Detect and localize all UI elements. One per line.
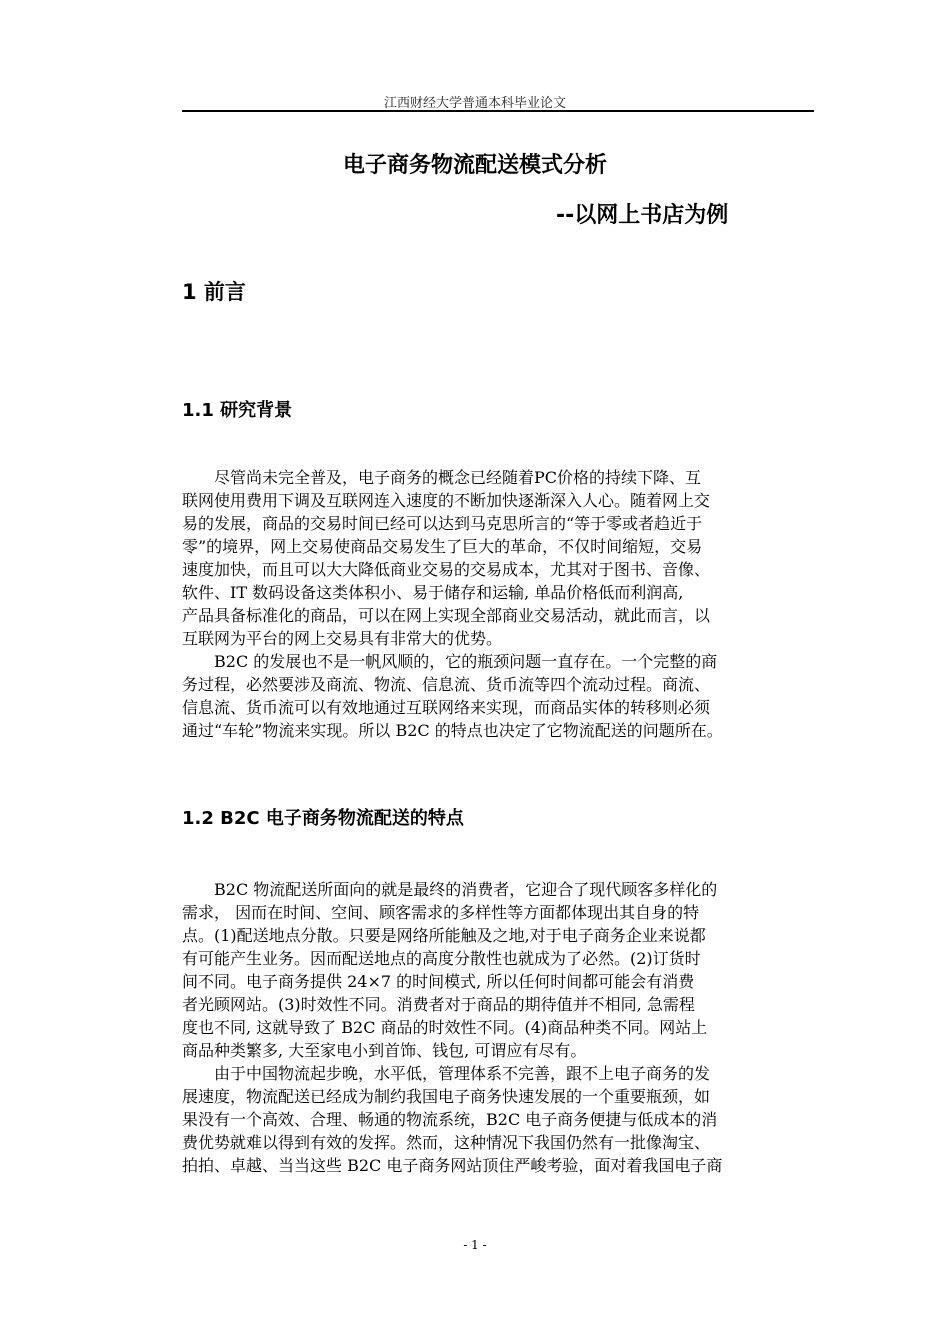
text-line: 互联网为平台的网上交易具有非常大的优势。 bbox=[182, 629, 503, 648]
text-line: 通过“车轮”物流来实现。所以 B2C 的特点也决定了它物流配送的问题所在。 bbox=[182, 721, 723, 740]
text-line: 软件、IT 数码设备这类体积小、易于储存和运输, 单品价格低而利润高, bbox=[182, 583, 684, 602]
text-line: 展速度，物流配送已经成为制约我国电子商务快速发展的一个重要瓶颈，如 bbox=[182, 1087, 711, 1106]
text-line: 点。(1)配送地点分散。只要是网络所能触及之地,对于电子商务企业来说都 bbox=[182, 926, 706, 945]
text-line: B2C 的发展也不是一帆风顺的，它的瓶颈问题一直存在。一个完整的商 bbox=[182, 652, 718, 671]
text-line: 果没有一个高效、合理、畅通的物流系统，B2C 电子商务便捷与低成本的消 bbox=[182, 1110, 718, 1129]
text-line: 信息流、货币流可以有效地通过互联网络来实现，而商品实体的转移则必须 bbox=[182, 698, 711, 717]
text-line: 零”的境界，网上交易使商品交易发生了巨大的革命，不仅时间缩短，交易 bbox=[182, 537, 703, 556]
text-line: 由于中国物流起步晚，水平低，管理体系不完善，跟不上电子商务的发 bbox=[182, 1064, 711, 1083]
text-line: 者光顾网站。(3)时效性不同。消费者对于商品的期待值并不相同, 急需程 bbox=[182, 995, 695, 1014]
text-line: 费优势就难以得到有效的发挥。然而，这种情况下我国仍然有一批像淘宝、 bbox=[182, 1133, 711, 1152]
text-line: 产品具备标准化的商品，可以在网上实现全部商业交易活动，就此而言，以 bbox=[182, 606, 711, 625]
text-line: 间不同。电子商务提供 24×7 的时间模式, 所以任何时间都可能会有消费 bbox=[182, 972, 695, 991]
page-number: - 1 - bbox=[463, 1238, 487, 1252]
text-line: 拍拍、卓越、当当这些 B2C 电子商务网站顶住严峻考验，面对着我国电子商 bbox=[182, 1156, 723, 1175]
text-line: 务过程，必然要涉及商流、物流、信息流、货币流等四个流动过程。商流、 bbox=[182, 675, 711, 694]
section-1-2-body bbox=[182, 878, 822, 1177]
section-heading-1-2: 1.2 B2C 电子商务物流配送的特点 bbox=[182, 808, 464, 829]
document-subtitle: --以网上书店为例 bbox=[556, 203, 729, 228]
section-1-1-body bbox=[182, 466, 822, 742]
section-heading-1: 1 前言 bbox=[182, 280, 246, 304]
text-line: 联网使用费用下调及互联网连入速度的不断加快逐渐深入人心。随着网上交 bbox=[182, 491, 711, 510]
text-line: 商品种类繁多, 大至家电小到首饰、钱包, 可谓应有尽有。 bbox=[182, 1041, 587, 1060]
document-title: 电子商务物流配送模式分析 bbox=[342, 153, 607, 178]
text-line: 尽管尚未完全普及，电子商务的概念已经随着PC价格的持续下降、互 bbox=[182, 468, 702, 487]
text-line: B2C 物流配送所面向的就是最终的消费者，它迎合了现代顾客多样化的 bbox=[182, 880, 718, 899]
text-line: 速度加快，而且可以大大降低商业交易的交易成本，尤其对于图书、音像、 bbox=[182, 560, 711, 579]
text-line: 易的发展，商品的交易时间已经可以达到马克思所言的“等于零或者趋近于 bbox=[182, 514, 703, 533]
text-line: 度也不同, 这就导致了 B2C 商品的时效性不同。(4)商品种类不同。网站上 bbox=[182, 1018, 708, 1037]
section-heading-1-1: 1.1 研究背景 bbox=[182, 400, 293, 421]
running-header-title: 江西财经大学普通本科毕业论文 bbox=[383, 96, 566, 111]
header-divider bbox=[182, 110, 814, 112]
text-line: 有可能产生业务。因而配送地点的高度分散性也就成为了必然。(2)订货时 bbox=[182, 949, 701, 968]
text-line: 需求， 因而在时间、空间、顾客需求的多样性等方面都体现出其自身的特 bbox=[182, 903, 700, 922]
